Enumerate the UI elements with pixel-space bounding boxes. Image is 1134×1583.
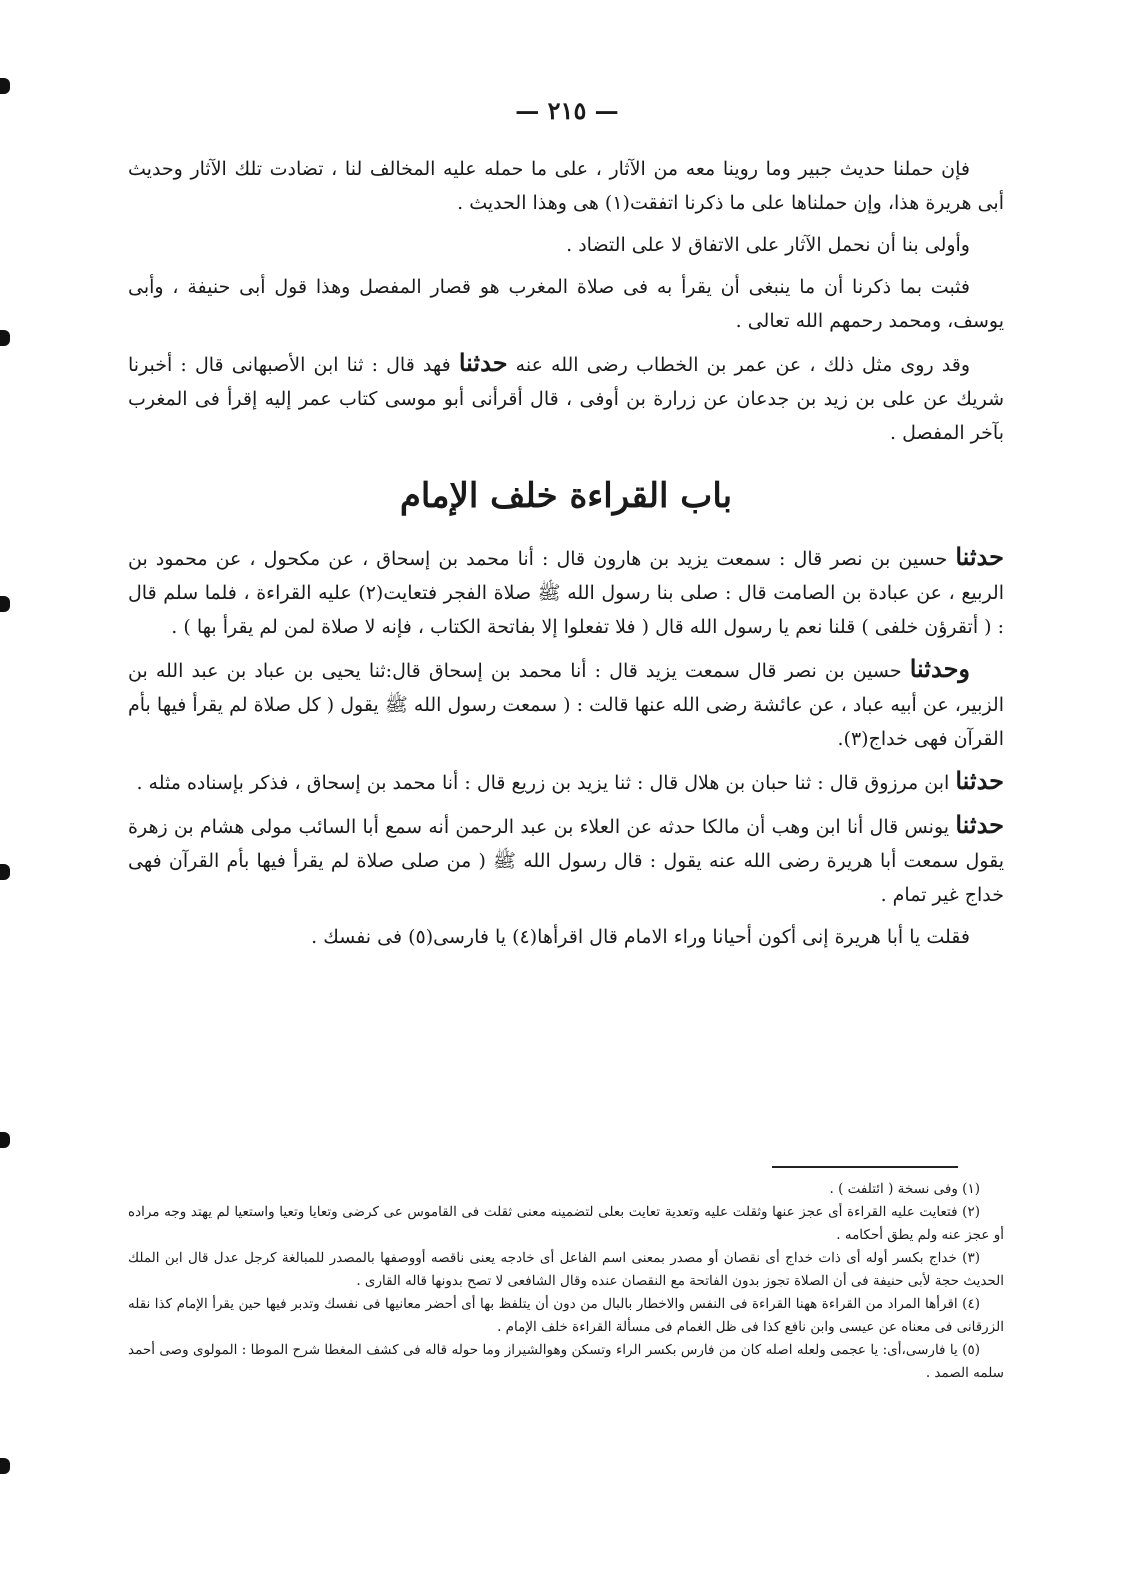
footnote: (١) وفى نسخة ( ائتلفت ) . bbox=[829, 1181, 980, 1197]
paragraph bbox=[128, 652, 1004, 756]
footnote-divider bbox=[772, 1166, 958, 1168]
paragraph bbox=[128, 764, 1004, 800]
paragraph bbox=[128, 346, 1004, 450]
footnote: (٣) خداج بكسر أوله أى ذات خداج أى نقصان أو مصدر بمعنى اسم الفاعل أى خادجه يعنى ناقصه أووصفها بالمصدر للمبالغة كرجل عدل قال ابن الملك الحديث حجة لأبى حنيفة فى أن الصلاة تجوز بدون الفاتحة مع النقصان عنده وقال الشافعى لا تصح بدونها قاله القارى . bbox=[128, 1250, 1004, 1289]
footnotes bbox=[128, 1178, 1004, 1385]
hadith-keyword: وحدثنا bbox=[909, 654, 970, 683]
hadith-keyword: حدثنا bbox=[955, 766, 1004, 795]
paragraph: وأولى بنا أن نحمل الآثار على الاتفاق لا على التضاد . bbox=[566, 234, 970, 256]
footnote: (٢) فتعايت عليه القراءة أى عجز عنها وثقلت عليه وتعدية تعايت بعلى لتضمينه معنى ثقلت فى القاموس عى كرضى وتعايا وتعيا واستعيا لم يهتد وجه مراده أو عجز عنه ولم يطق أحكامه . bbox=[128, 1204, 1004, 1243]
paragraph-text: حسين بن نصر قال : سمعت يزيد بن هارون قال : أنا محمد بن إسحاق ، عن مكحول ، عن محمود بن الربيع ، عن عبادة بن الصامت قال : صلى بنا رسول الله ﷺ صلاة الفجر فتعايت(٢) عليه القراءة ، فلما سلم قال : ( أتقرؤن خلفى ) قلنا نعم يا رسول الله قال ( فلا تفعلوا إلا بفاتحة الكتاب ، فإنه لا صلاة لمن لم يقرأ بها ) . bbox=[128, 548, 1004, 638]
paragraph bbox=[128, 540, 1004, 644]
binding-mark bbox=[0, 78, 10, 94]
hadith-keyword: حدثنا bbox=[955, 542, 1004, 571]
paragraph: فثبت بما ذكرنا أن ما ينبغى أن يقرأ به فى صلاة المغرب هو قصار المفصل وهذا قول أبى حنيفة ، وأبى يوسف، ومحمد رحمهم الله تعالى . bbox=[128, 276, 1004, 332]
page-number: — ٢١٥ — bbox=[515, 96, 619, 125]
paragraph-text: ابن مرزوق قال : ثنا حبان بن هلال قال : ثنا يزيد بن زريع قال : أنا محمد بن إسحاق ، فذكر بإسناده مثله . bbox=[136, 772, 950, 794]
footnote: (٥) يا فارسى،أى: يا عجمى ولعله اصله كان من فارس بكسر الراء وتسكن وهوالشيراز وما حوله قاله فى كشف المغطا شرح الموطا : المولوى وصى أحمد سلمه الصمد . bbox=[128, 1342, 1004, 1381]
hadith-keyword: حدثنا bbox=[955, 810, 1004, 839]
footnote: (٤) اقرأها المراد من القراءة ههنا القراءة فى النفس والاخطار بالبال من دون أن يتلفظ بها أى أحضر معانيها فى نفسك وتدبر فيها حين يقرأ الإمام كذا نقله الزرقانى فى معناه عن عيسى وابن نافع كذا فى ظل الغمام فى مسألة القراءة خلف الإمام . bbox=[128, 1296, 1004, 1335]
binding-mark bbox=[0, 596, 10, 612]
binding-mark bbox=[0, 864, 10, 880]
main-text bbox=[128, 152, 1004, 962]
paragraph-text: فهد قال : ثنا ابن الأصبهانى قال : أخبرنا شريك عن على بن زيد بن جدعان عن زرارة بن أوفى ، قال أقرأنى أبو موسى كتاب عمر إليه إقرأ فى المغرب بآخر المفصل . bbox=[128, 354, 1004, 444]
paragraph bbox=[128, 808, 1004, 912]
paragraph-text: يونس قال أنا ابن وهب أن مالكا حدثه عن العلاء بن عبد الرحمن أنه سمع أبا السائب مولى هشام بن زهرة يقول سمعت أبا هريرة رضى الله عنه يقول : قال رسول الله ﷺ ( من صلى صلاة لم يقرأ فيها بأم القرآن فهى خداج غير تمام . bbox=[128, 816, 1004, 906]
binding-mark bbox=[0, 1458, 10, 1474]
binding-mark bbox=[0, 1132, 10, 1148]
chapter-heading: باب القراءة خلف الإمام bbox=[399, 476, 733, 516]
paragraph: فقلت يا أبا هريرة إنى أكون أحيانا وراء الامام قال اقرأها(٤) يا فارسى(٥) فى نفسك . bbox=[311, 926, 970, 948]
paragraph-text: حسين بن نصر قال سمعت يزيد قال : أنا محمد بن إسحاق قال:ثنا يحيى بن عباد بن عبد الله بن الزبير، عن أبيه عباد ، عن عائشة رضى الله عنها قالت : ( سمعت رسول الله ﷺ يقول ( كل صلاة لم يقرأ فيها بأم القرآن فهى خداج(٣). bbox=[128, 660, 1004, 750]
paragraph: فإن حملنا حديث جبير وما روينا معه من الآثار ، على ما حمله عليه المخالف لنا ، تضادت تلك الآثار وحديث أبى هريرة هذا، وإن حملناها على ما ذكرنا اتفقت(١) هى وهذا الحديث . bbox=[128, 158, 1004, 214]
binding-mark bbox=[0, 330, 10, 346]
hadith-keyword: حدثنا bbox=[458, 348, 508, 377]
paragraph-text: وقد روى مثل ذلك ، عن عمر بن الخطاب رضى الله عنه bbox=[515, 354, 970, 376]
